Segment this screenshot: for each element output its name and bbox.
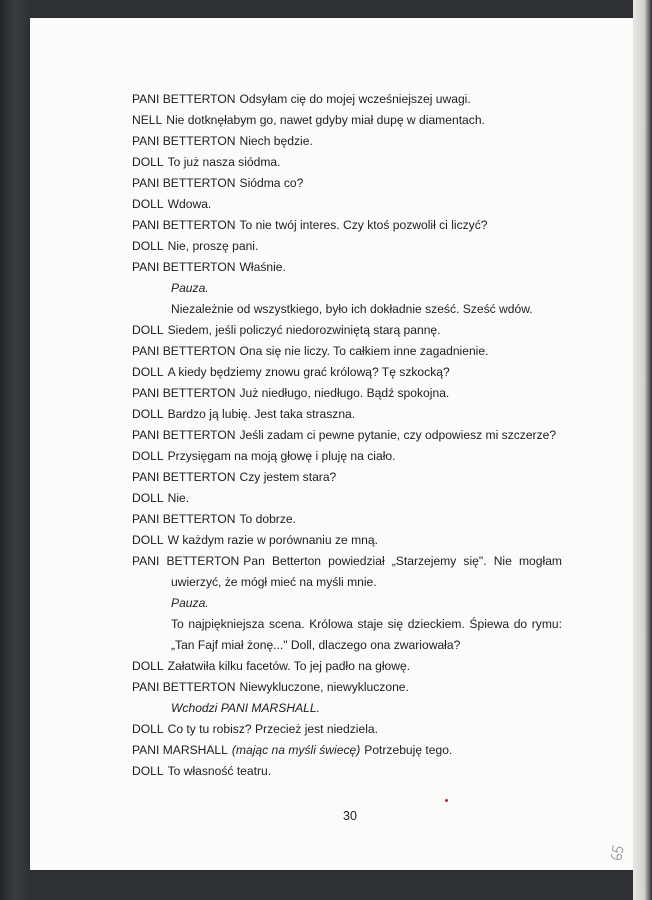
speaker-name: PANI BETTERTON xyxy=(132,470,236,484)
dialogue-line xyxy=(132,656,562,677)
speaker-name: PANI BETTERTON xyxy=(132,428,236,442)
speaker-name: DOLL xyxy=(132,323,164,337)
dialogue-text: Nie, proszę pani. xyxy=(167,239,259,253)
dialogue-line xyxy=(132,509,562,530)
speaker-name: DOLL xyxy=(132,449,164,463)
speaker-name: DOLL xyxy=(132,722,164,736)
dialogue-text: Wdowa. xyxy=(167,197,212,211)
dialogue-text: To najpiękniejsza scena. Królowa staje się dzieckiem. Śpiewa do rymu: xyxy=(171,617,562,631)
dialogue-line xyxy=(132,194,562,215)
dialogue-line xyxy=(132,488,562,509)
speaker-name: DOLL xyxy=(132,155,164,169)
dialogue-line xyxy=(132,677,562,698)
dialogue-line xyxy=(132,320,562,341)
dialogue-text: Niech będzie. xyxy=(239,134,313,148)
dialogue-line xyxy=(132,404,562,425)
speaker-name: DOLL xyxy=(132,491,164,505)
dialogue-text: W każdym razie w porównaniu ze mną. xyxy=(167,533,378,547)
dialogue-text: Pan Betterton powiedział „Starzejemy się". Nie mogłam xyxy=(243,554,562,568)
dialogue-text: Czy jestem stara? xyxy=(239,470,337,484)
speaker-name: DOLL xyxy=(132,407,164,421)
dialogue-line xyxy=(132,173,562,194)
speaker-name: PANI BETTERTON xyxy=(132,134,236,148)
speaker-name: PANI MARSHALL xyxy=(132,743,228,757)
speaker-name: PANI BETTERTON xyxy=(132,680,236,694)
dialogue-line xyxy=(132,215,562,236)
archive-mark xyxy=(608,843,627,864)
stage-direction-text: Pauza. xyxy=(171,596,209,610)
stage-direction xyxy=(132,278,562,299)
dialogue-continuation xyxy=(132,299,562,320)
dialogue-text: Siedem, jeśli policzyć niedorozwiniętą starą pannę. xyxy=(167,323,441,337)
speaker-name: PANI BETTERTON xyxy=(132,260,236,274)
dialogue-text: To już nasza siódma. xyxy=(167,155,281,169)
dialogue-line xyxy=(132,446,562,467)
dialogue-text: To własność teatru. xyxy=(167,764,272,778)
speaker-name: DOLL xyxy=(132,659,164,673)
speaker-name: PANI BETTERTON xyxy=(132,554,240,568)
dialogue-text: „Tan Fajf miał żonę..." Doll, dlaczego ona zwariowała? xyxy=(171,638,461,652)
dialogue-continuation xyxy=(132,635,562,656)
dialogue-line xyxy=(132,719,562,740)
speaker-name: DOLL xyxy=(132,533,164,547)
speaker-name: PANI BETTERTON xyxy=(132,512,236,526)
dialogue-continuation xyxy=(132,572,562,593)
dialogue-line xyxy=(132,761,562,782)
speaker-name: DOLL xyxy=(132,239,164,253)
dialogue-line xyxy=(132,236,562,257)
speaker-name: PANI BETTERTON xyxy=(132,176,236,190)
page-number: 30 xyxy=(343,809,357,823)
dialogue-continuation xyxy=(132,614,562,635)
stage-direction xyxy=(132,593,562,614)
dialogue-line xyxy=(132,551,562,572)
speaker-name: DOLL xyxy=(132,764,164,778)
dialogue-line xyxy=(132,152,562,173)
speaker-name: PANI BETTERTON xyxy=(132,344,236,358)
dialogue-text: Odsyłam cię do mojej wcześniejszej uwagi. xyxy=(239,92,471,106)
dialogue-line xyxy=(132,131,562,152)
dialogue-text: To dobrze. xyxy=(239,512,296,526)
dialogue-text: Przysięgam na moją głowę i pluję na ciało. xyxy=(167,449,396,463)
stage-direction-text: Wchodzi PANI MARSHALL. xyxy=(171,701,320,715)
page-edge xyxy=(633,0,652,900)
dialogue-text: Załatwiła kilku facetów. To jej padło na głowę. xyxy=(167,659,411,673)
stage-direction-inline: (mając na myśli świecę) xyxy=(231,743,361,757)
speaker-name: PANI BETTERTON xyxy=(132,386,236,400)
dialogue-line xyxy=(132,467,562,488)
dialogue-line xyxy=(132,341,562,362)
dialogue-text: Już niedługo, niedługo. Bądź spokojna. xyxy=(239,386,450,400)
dialogue-text: Nie dotknęłabym go, nawet gdyby miał dupę w diamentach. xyxy=(166,113,485,127)
dialogue-text: uwierzyć, że mógł mieć na myśli mnie. xyxy=(171,575,377,589)
dialogue-line xyxy=(132,257,562,278)
dialogue-text: Co ty tu robisz? Przecież jest niedziela. xyxy=(167,722,378,736)
dialogue-text: Siódma co? xyxy=(239,176,304,190)
dialogue-line xyxy=(132,740,562,761)
dialogue-text: Nie. xyxy=(167,491,190,505)
dialogue-line xyxy=(132,362,562,383)
dialogue-text: Jeśli zadam ci pewne pytanie, czy odpowiesz mi szczerze? xyxy=(239,428,557,442)
dialogue-text: A kiedy będziemy znowu grać królową? Tę szkocką? xyxy=(167,365,450,379)
dialogue-text: Niezależnie od wszystkiego, było ich dokładnie sześć. Sześć wdów. xyxy=(171,302,533,316)
dialogue-text: Ona się nie liczy. To całkiem inne zagadnienie. xyxy=(239,344,489,358)
dialogue-text: Niewykluczone, niewykluczone. xyxy=(239,680,409,694)
speaker-name: PANI BETTERTON xyxy=(132,218,236,232)
stage-direction-text: Pauza. xyxy=(171,281,209,295)
red-mark xyxy=(445,799,448,802)
speaker-name: DOLL xyxy=(132,197,164,211)
dialogue-line xyxy=(132,383,562,404)
dialogue-text: Bardzo ją lubię. Jest taka straszna. xyxy=(167,407,356,421)
dialogue-text: Potrzebuję tego. xyxy=(364,743,453,757)
dialogue-line xyxy=(132,89,562,110)
speaker-name: PANI BETTERTON xyxy=(132,92,236,106)
stage-direction xyxy=(132,698,562,719)
speaker-name: NELL xyxy=(132,113,163,127)
dialogue-line xyxy=(132,425,562,446)
speaker-name: DOLL xyxy=(132,365,164,379)
dialogue-line xyxy=(132,530,562,551)
dialogue-line xyxy=(132,110,562,131)
dialogue-text: Właśnie. xyxy=(239,260,286,274)
script-text xyxy=(132,89,562,782)
dialogue-text: To nie twój interes. Czy ktoś pozwolił ci liczyć? xyxy=(239,218,488,232)
